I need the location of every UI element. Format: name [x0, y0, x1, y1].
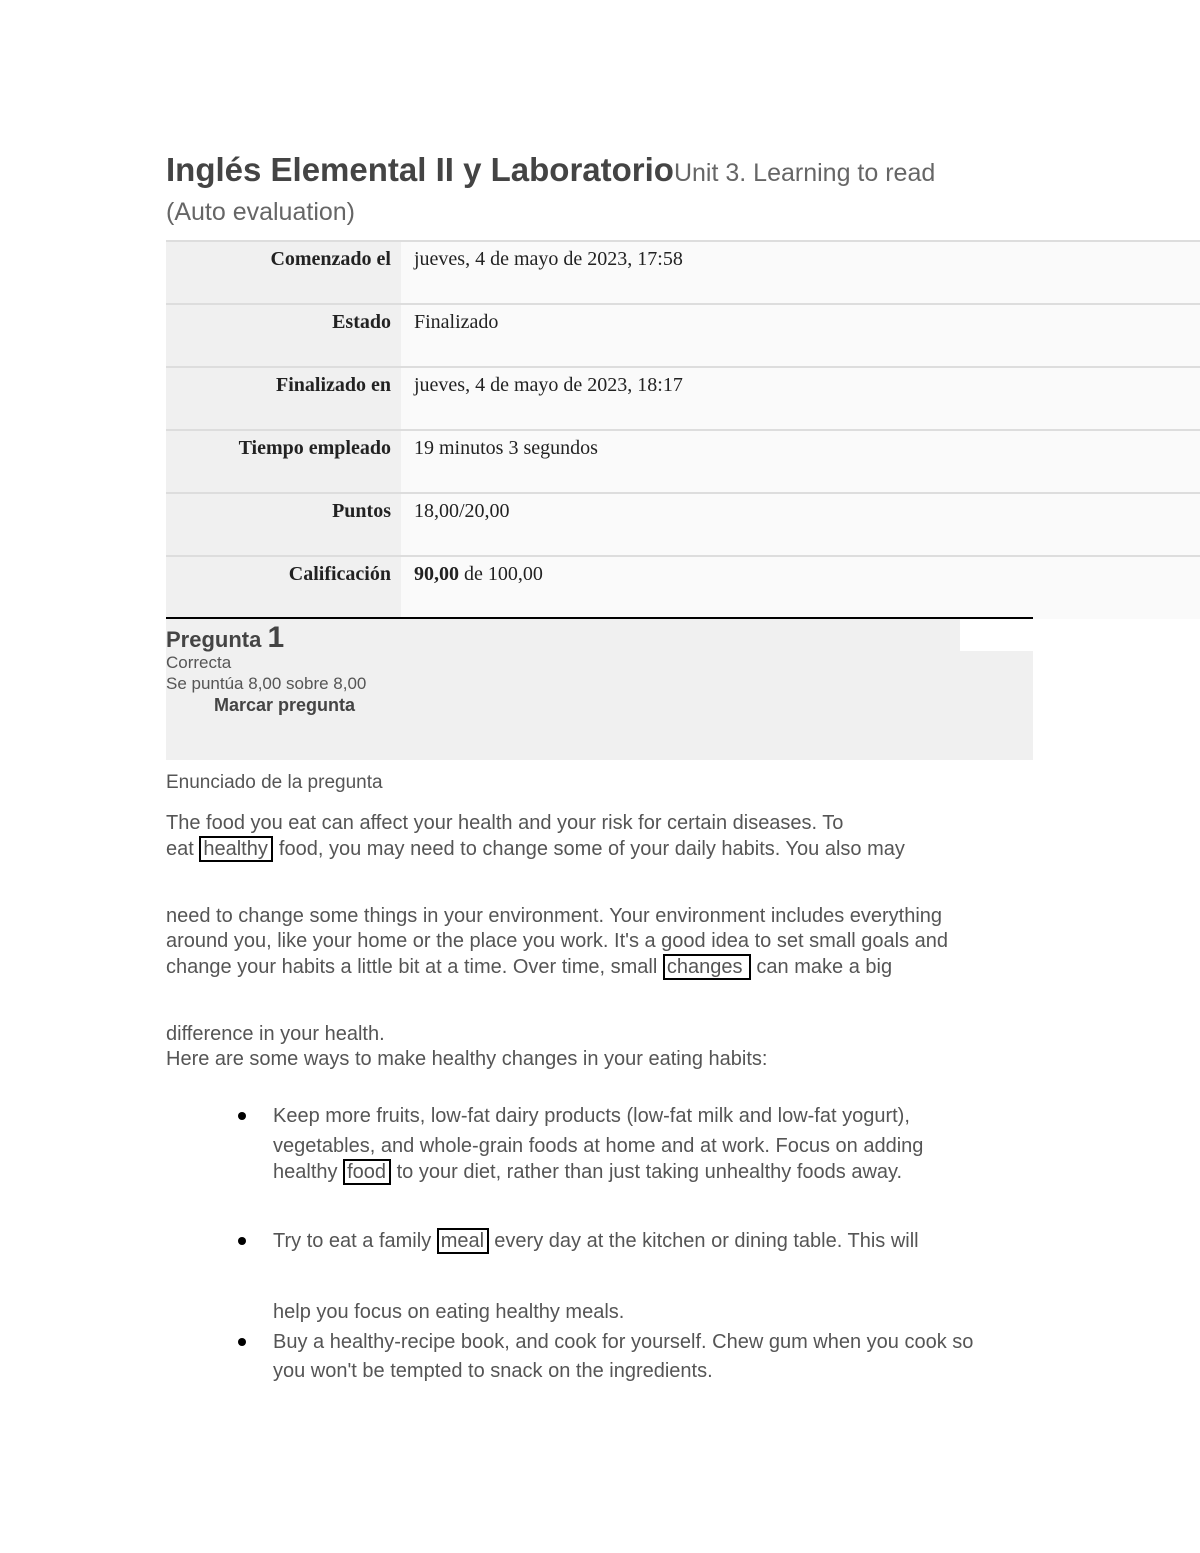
- passage-line: need to change some things in your environment. Your environment includes everything: [166, 905, 943, 927]
- summary-row: [166, 304, 1200, 367]
- passage-line: difference in your health.: [166, 1023, 385, 1045]
- question-statement-label: Enunciado de la pregunta: [166, 772, 383, 793]
- passage-line: around you, like your home or the place you work. It's a good idea to set small goals and: [166, 930, 949, 952]
- grade-max: de 100,00: [459, 563, 543, 585]
- answer-box[interactable]: meal: [437, 1228, 489, 1254]
- bullet-icon: [238, 1237, 246, 1245]
- summary-row: [166, 367, 1200, 430]
- summary-row: [166, 241, 1200, 304]
- answer-box[interactable]: changes: [663, 954, 751, 980]
- question-title: [166, 621, 284, 655]
- grade-label: Calificación: [166, 556, 401, 619]
- list-item-line: help you focus on eating healthy meals.: [273, 1301, 625, 1323]
- list-item-line: Try to eat a family meal every day at the kitchen or dining table. This will: [273, 1230, 919, 1252]
- summary-value: 19 minutos 3 segundos: [401, 430, 1200, 493]
- summary-label: Comenzado el: [166, 241, 401, 304]
- summary-value: Finalizado: [401, 304, 1200, 367]
- passage-line: The food you eat can affect your health and your risk for certain diseases. To: [166, 812, 844, 834]
- list-item-line: you won't be tempted to snack on the ingredients.: [273, 1360, 713, 1382]
- passage-line: Here are some ways to make healthy changes in your eating habits:: [166, 1048, 768, 1070]
- course-title: Inglés Elemental II y Laboratorio: [166, 151, 674, 188]
- flag-question-link[interactable]: Marcar pregunta: [214, 695, 356, 715]
- unit-title: Unit 3. Learning to read: [673, 159, 936, 187]
- list-item-line: Keep more fruits, low-fat dairy products (low-fat milk and low-fat yogurt),: [273, 1105, 910, 1127]
- unit-subtitle: (Auto evaluation): [166, 198, 356, 226]
- attempt-summary-table: [166, 240, 1200, 619]
- question-grade: Se puntúa 8,00 sobre 8,00: [166, 674, 367, 693]
- question-number: 1: [267, 621, 285, 654]
- bullet-icon: [238, 1112, 246, 1120]
- question-state: Correcta: [166, 653, 232, 672]
- answer-box[interactable]: healthy: [199, 836, 273, 862]
- summary-row-grade: [166, 556, 1200, 619]
- summary-value: 18,00/20,00: [401, 493, 1200, 556]
- summary-label: Puntos: [166, 493, 401, 556]
- answer-box[interactable]: food: [343, 1159, 391, 1185]
- grade-value: [401, 556, 1200, 619]
- bullet-icon: [238, 1338, 246, 1346]
- list-item-line: vegetables, and whole-grain foods at home and at work. Focus on adding: [273, 1135, 924, 1157]
- passage-line: change your habits a little bit at a time. Over time, small changes can make a big: [166, 956, 893, 978]
- summary-row: [166, 430, 1200, 493]
- summary-label: Finalizado en: [166, 367, 401, 430]
- question-label: Pregunta: [166, 627, 262, 652]
- passage-line: eat healthy food, you may need to change some of your daily habits. You also may: [166, 838, 905, 860]
- summary-label: Estado: [166, 304, 401, 367]
- list-item-line: healthy food to your diet, rather than just taking unhealthy foods away.: [273, 1161, 903, 1183]
- summary-label: Tiempo empleado: [166, 430, 401, 493]
- summary-value: jueves, 4 de mayo de 2023, 18:17: [401, 367, 1200, 430]
- grade-score: 90,00: [414, 563, 459, 585]
- question-info-panel: [166, 617, 1033, 760]
- summary-value: jueves, 4 de mayo de 2023, 17:58: [401, 241, 1200, 304]
- summary-row: [166, 493, 1200, 556]
- list-item-line: Buy a healthy-recipe book, and cook for yourself. Chew gum when you cook so: [273, 1331, 974, 1353]
- page-title: [166, 152, 1066, 230]
